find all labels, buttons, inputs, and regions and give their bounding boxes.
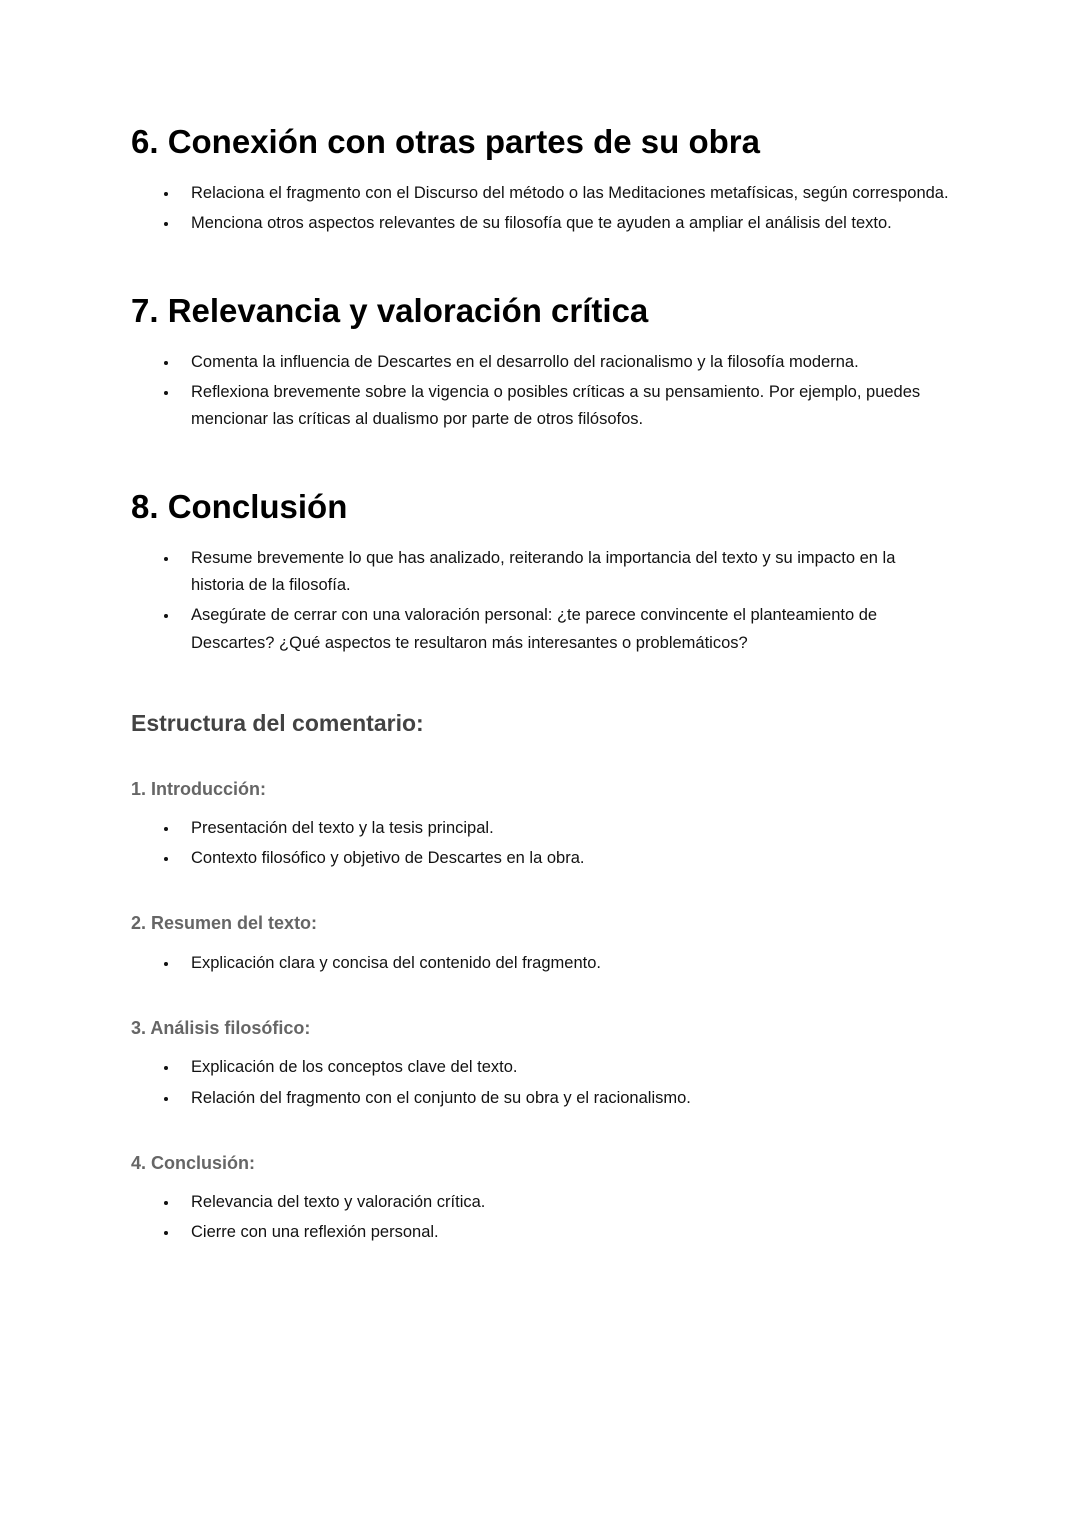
section-heading-h1: 8. Conclusión [131,488,348,526]
section-heading-h1: 6. Conexión con otras partes de su obra [131,123,760,160]
bullet-item: • Cierre con una reflexión personal. [179,1219,949,1246]
bullet-item: • Reflexiona brevemente sobre la vigencia o posibles críticas a su pensamiento. Por ejemplo, puedes mencionar las críticas al dualismo por parte de otros filósofos. [179,379,949,433]
section-heading-h3: 2. Resumen del texto: [131,913,318,934]
section-heading-h3: 3. Análisis filosófico: [131,1017,311,1038]
bullet-list [131,180,950,237]
bullet-item: • Comenta la influencia de Descartes en el desarrollo del racionalismo y la filosofía moderna. [179,349,949,376]
bullet-list [131,349,950,434]
bullet-item: • Asegúrate de cerrar con una valoración personal: ¿te parece convincente el planteamiento de Descartes? ¿Qué aspectos te resultaron más interesantes o problemáticos? [179,602,949,656]
section-heading-h3: 1. Introducción: [131,778,266,799]
bullet-item: • Explicación clara y concisa del contenido del fragmento. [179,950,949,977]
bullet-list [131,545,950,657]
bullet-item: • Explicación de los conceptos clave del texto. [179,1054,949,1081]
bullet-list [131,950,950,977]
bullet-list [131,1189,950,1246]
document-body [131,122,950,1247]
section-heading-h3: 4. Conclusión: [131,1152,256,1173]
bullet-item: • Resume brevemente lo que has analizado, reiterando la importancia del texto y su impacto en la historia de la filosofía. [179,545,949,599]
bullet-list [131,1054,950,1111]
bullet-item: • Relevancia del texto y valoración crítica. [179,1189,949,1216]
bullet-item: • Relación del fragmento con el conjunto de su obra y el racionalismo. [179,1085,949,1112]
bullet-item: • Presentación del texto y la tesis principal. [179,815,949,842]
bullet-item: • Menciona otros aspectos relevantes de su filosofía que te ayuden a ampliar el análisis del texto. [179,210,949,237]
bullet-item: • Contexto filosófico y objetivo de Descartes en la obra. [179,845,949,872]
section-heading-h2: Estructura del comentario: [131,709,424,736]
section-heading-h1: 7. Relevancia y valoración crítica [131,292,649,330]
bullet-list [131,815,950,872]
bullet-item: • Relaciona el fragmento con el Discurso del método o las Meditaciones metafísicas, según corresponda. [179,180,949,207]
